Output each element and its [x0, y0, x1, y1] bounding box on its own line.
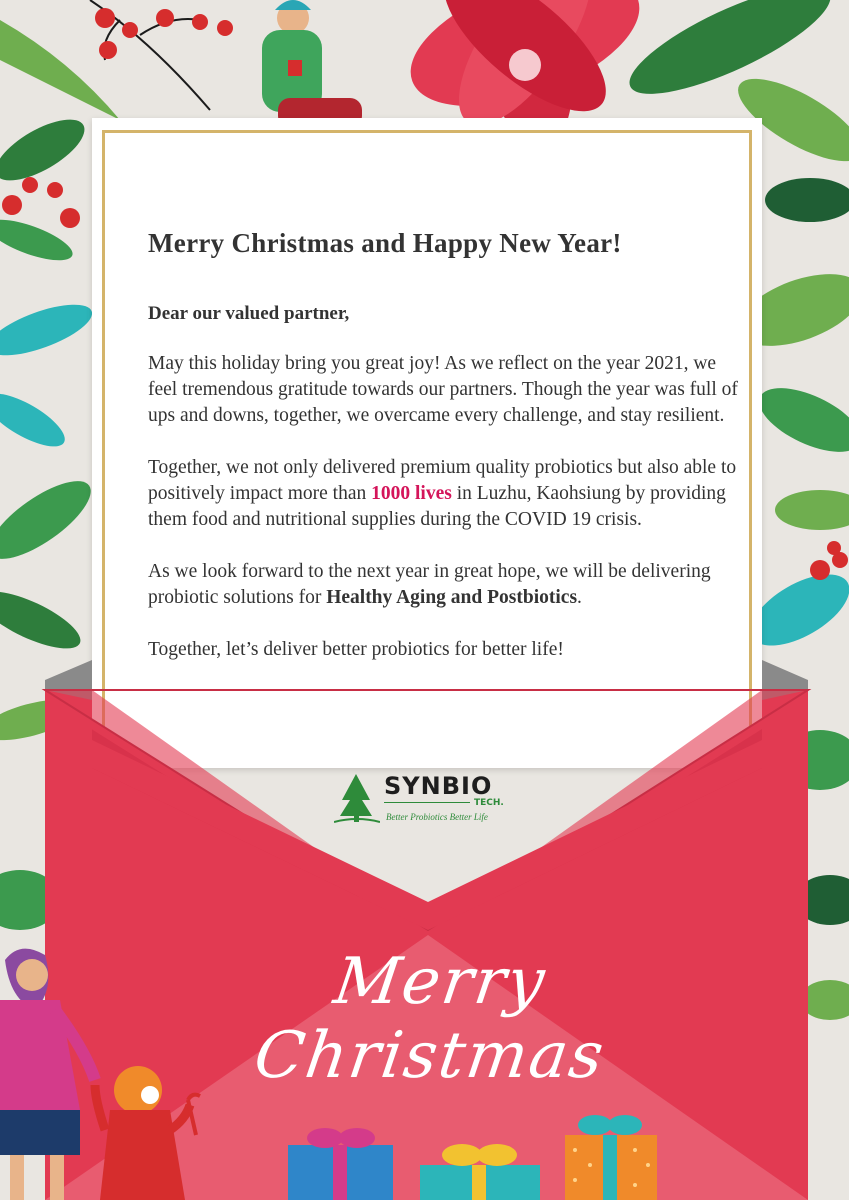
paragraph-2-text-end: in Luzhu, Kaohsiung by providing them food and nutritional supplies during the COVID 19 crisis. — [148, 483, 726, 530]
logo-wordmark: SYNBIO — [384, 772, 493, 800]
merry-christmas-script: Merry Christmas — [249, 945, 610, 1093]
paragraph-3-end: . — [577, 587, 582, 608]
paragraph-1: May this holiday bring you great joy! As we reflect on the year 2021, we feel tremendous gratitude towards our partners. Though the year was full of ups and downs, together, we overcame every challenge, and stay resilient. — [148, 353, 738, 426]
highlight-lives: 1000 lives — [371, 483, 452, 504]
logo-tech: TECH. — [474, 798, 504, 808]
logo-tagline: Better Probiotics Better Life — [386, 812, 488, 822]
focus-areas: Healthy Aging and Postbiotics — [326, 587, 578, 608]
closing-line: Together, let’s deliver better probiotics for better life! — [148, 639, 564, 660]
paragraph-2-text: Together, we not only delivered premium quality probiotics but also able to positively impact more than — [148, 457, 737, 504]
salutation: Dear our valued partner, — [148, 303, 350, 324]
letter-title: Merry Christmas and Happy New Year! — [148, 228, 622, 258]
paragraph-3-text: As we look forward to the next year in great hope, we will be delivering probiotic solutions for — [148, 561, 711, 608]
gift-orange — [565, 1115, 657, 1200]
girl-illustration — [95, 1066, 200, 1200]
gift-blue — [288, 1128, 393, 1200]
gift-teal — [420, 1144, 540, 1200]
woman-illustration — [0, 949, 95, 1200]
